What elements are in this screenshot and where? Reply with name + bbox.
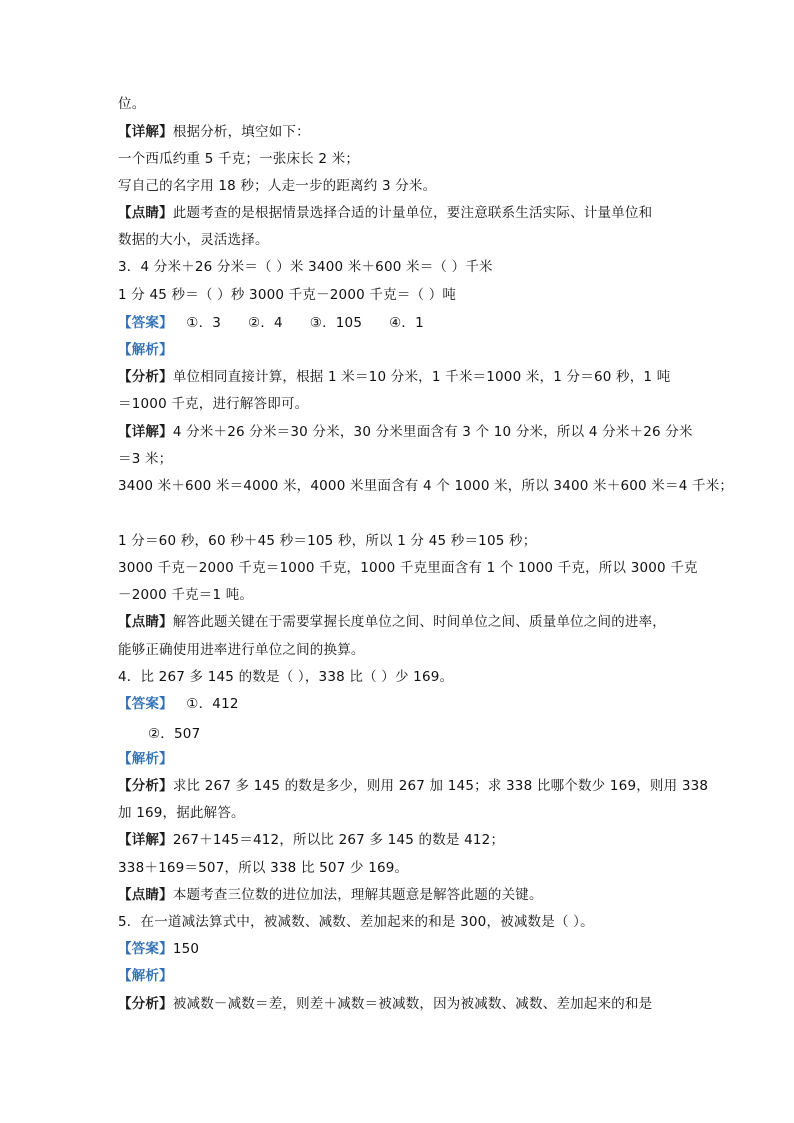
- text-line: 【点睛】此题考查的是根据情景选择合适的计量单位，要注意联系生活实际、计量单位和: [118, 205, 653, 221]
- text-line: 加 169，据此解答。: [118, 805, 245, 821]
- text-line: 1 分＝60 秒，60 秒＋45 秒＝105 秒，所以 1 分 45 秒＝105 秒；: [118, 533, 537, 549]
- answer-line-2: ②．507: [148, 726, 201, 742]
- question-4: 4．比 267 多 145 的数是（ ），338 比（ ）少 169。: [118, 669, 454, 685]
- text-line: 一个西瓜约重 5 千克；一张床长 2 米；: [118, 151, 360, 167]
- text-line: 数据的大小，灵活选择。: [118, 232, 269, 248]
- answer-line: [118, 313, 424, 333]
- text-line: 338＋169＝507，所以 338 比 507 少 169。: [118, 860, 409, 876]
- answer-values: ①．412: [172, 696, 239, 712]
- text-line: －2000 千克＝1 吨。: [118, 587, 254, 603]
- detail-tag: 【详解】: [118, 832, 173, 848]
- text-line: 【详解】根据分析，填空如下：: [118, 124, 310, 140]
- analysis-heading: 【解析】: [118, 751, 173, 767]
- text-line: 能够正确使用进率进行单位之间的换算。: [118, 642, 365, 658]
- comment-tag: 【点睛】: [118, 614, 173, 630]
- analysis-heading: 【解析】: [118, 968, 173, 984]
- text-line: ＝3 米；: [118, 451, 173, 467]
- question-5: 5．在一道减法算式中，被减数、减数、差加起来的和是 300，被减数是（ ）。: [118, 914, 594, 930]
- analysis-tag: 【分析】: [118, 369, 173, 385]
- text-line: 3400 米＋600 米＝4000 米，4000 米里面含有 4 个 1000 米，所以 3400 米＋600 米＝4 千米；: [118, 478, 734, 494]
- text-line: 位。: [118, 96, 146, 112]
- text-line: 3000 千克－2000 千克＝1000 千克，1000 千克里面含有 1 个 1000 千克，所以 3000 千克: [118, 560, 698, 576]
- analysis-tag: 【分析】: [118, 996, 173, 1012]
- answer-values: ①．3 ②．4 ③．105 ④．1: [172, 315, 424, 331]
- answer-values: 150: [172, 941, 200, 957]
- text-line: 【点睛】解答此题关键在于需要掌握长度单位之间、时间单位之间、质量单位之间的进率，: [118, 614, 667, 630]
- question-3-line-2: 1 分 45 秒＝（ ）秒 3000 千克－2000 千克＝（ ）吨: [118, 287, 457, 303]
- answer-tag: 【答案】: [118, 315, 173, 331]
- analysis-tag: 【分析】: [118, 778, 173, 794]
- analysis-heading: 【解析】: [118, 342, 173, 358]
- text-line: 【分析】单位相同直接计算，根据 1 米＝10 分米，1 千米＝1000 米，1 分＝60 秒，1 吨: [118, 369, 671, 385]
- answer-tag: 【答案】: [118, 941, 173, 957]
- text-line: ＝1000 千克，进行解答即可。: [118, 396, 309, 412]
- comment-tag: 【点睛】: [118, 887, 173, 903]
- text-line: 【分析】求比 267 多 145 的数是多少，则用 267 加 145；求 338 比哪个数少 169，则用 338: [118, 778, 709, 794]
- question-3-line-1: 3．4 分米＋26 分米＝（ ）米 3400 米＋600 米＝（ ）千米: [118, 259, 493, 275]
- answer-line: [118, 939, 199, 959]
- answer-tag: 【答案】: [118, 696, 173, 712]
- detail-tag: 【详解】: [118, 424, 173, 440]
- text-line: 【点睛】本题考查三位数的进位加法，理解其题意是解答此题的关键。: [118, 887, 543, 903]
- text-line: 【详解】4 分米＋26 分米＝30 分米，30 分米里面含有 3 个 10 分米，所以 4 分米＋26 分米: [118, 424, 693, 440]
- text-line: 【分析】被减数－减数＝差，则差＋减数＝被减数，因为被减数、减数、差加起来的和是: [118, 996, 653, 1012]
- comment-tag: 【点睛】: [118, 205, 173, 221]
- answer-line: [118, 694, 239, 714]
- text-line: 【详解】267＋145＝412，所以比 267 多 145 的数是 412；: [118, 832, 505, 848]
- detail-tag: 【详解】: [118, 124, 173, 140]
- text-line: 写自己的名字用 18 秒；人走一步的距离约 3 分米。: [118, 178, 437, 194]
